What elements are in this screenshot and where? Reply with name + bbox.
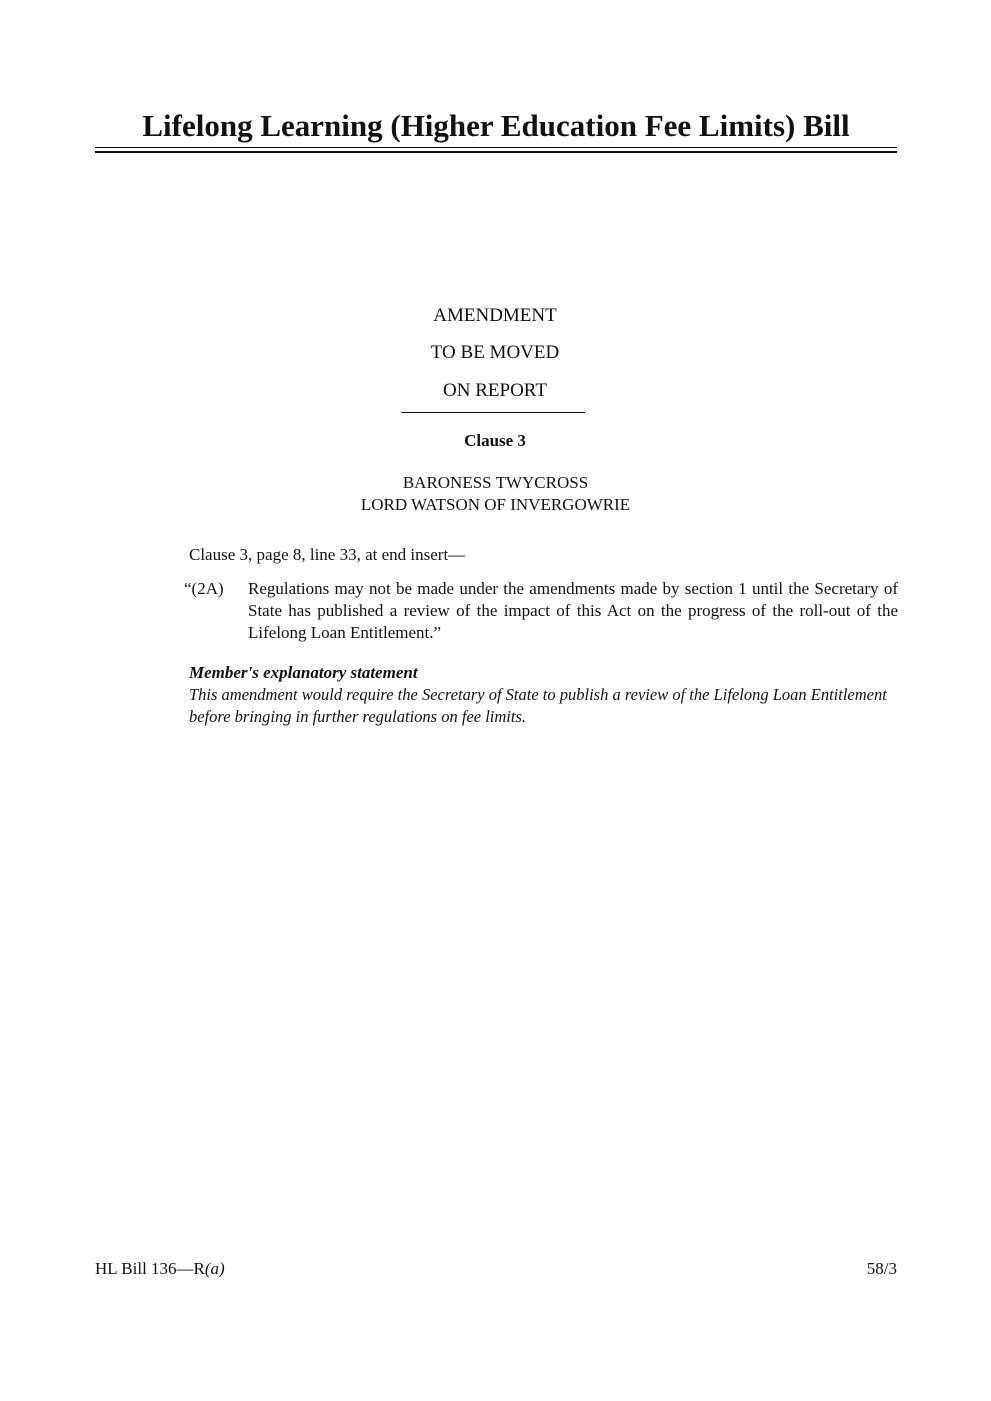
title-rule-top xyxy=(95,147,897,148)
bill-reference-suffix: (a) xyxy=(204,1259,225,1278)
explanatory-statement-heading: Member's explanatory statement xyxy=(189,663,418,682)
heading-to-be-moved: TO BE MOVED xyxy=(430,342,560,363)
heading-amendment: AMENDMENT xyxy=(433,305,557,326)
sponsor-name: BARONESS TWYCROSS xyxy=(402,473,589,492)
bill-reference xyxy=(95,1258,225,1280)
subsection-text: Regulations may not be made under the amendments made by section 1 until the Secretary of State has published a review of the impact of this Act on the progress of the roll-out of the Lifelong Loan Entitlement.” xyxy=(248,579,898,642)
explanatory-statement-text: This amendment would require the Secretary of State to publish a review of the Lifelong Loan Entitlement before bringing in further regulations on fee limits. xyxy=(189,685,887,726)
clause-heading: Clause 3 xyxy=(464,431,526,450)
amendment-instruction: Clause 3, page 8, line 33, at end insert— xyxy=(189,545,466,564)
title-rule-bottom xyxy=(95,151,897,153)
heading-divider xyxy=(401,412,585,413)
bill-reference-prefix: HL Bill 136—R xyxy=(95,1259,205,1278)
sponsor-name: LORD WATSON OF INVERGOWRIE xyxy=(360,495,631,514)
bill-title: Lifelong Learning (Higher Education Fee Limits) Bill xyxy=(142,108,850,143)
subsection-label: “(2A) xyxy=(184,579,224,598)
heading-on-report: ON REPORT xyxy=(443,380,547,401)
page-reference: 58/3 xyxy=(866,1259,897,1278)
